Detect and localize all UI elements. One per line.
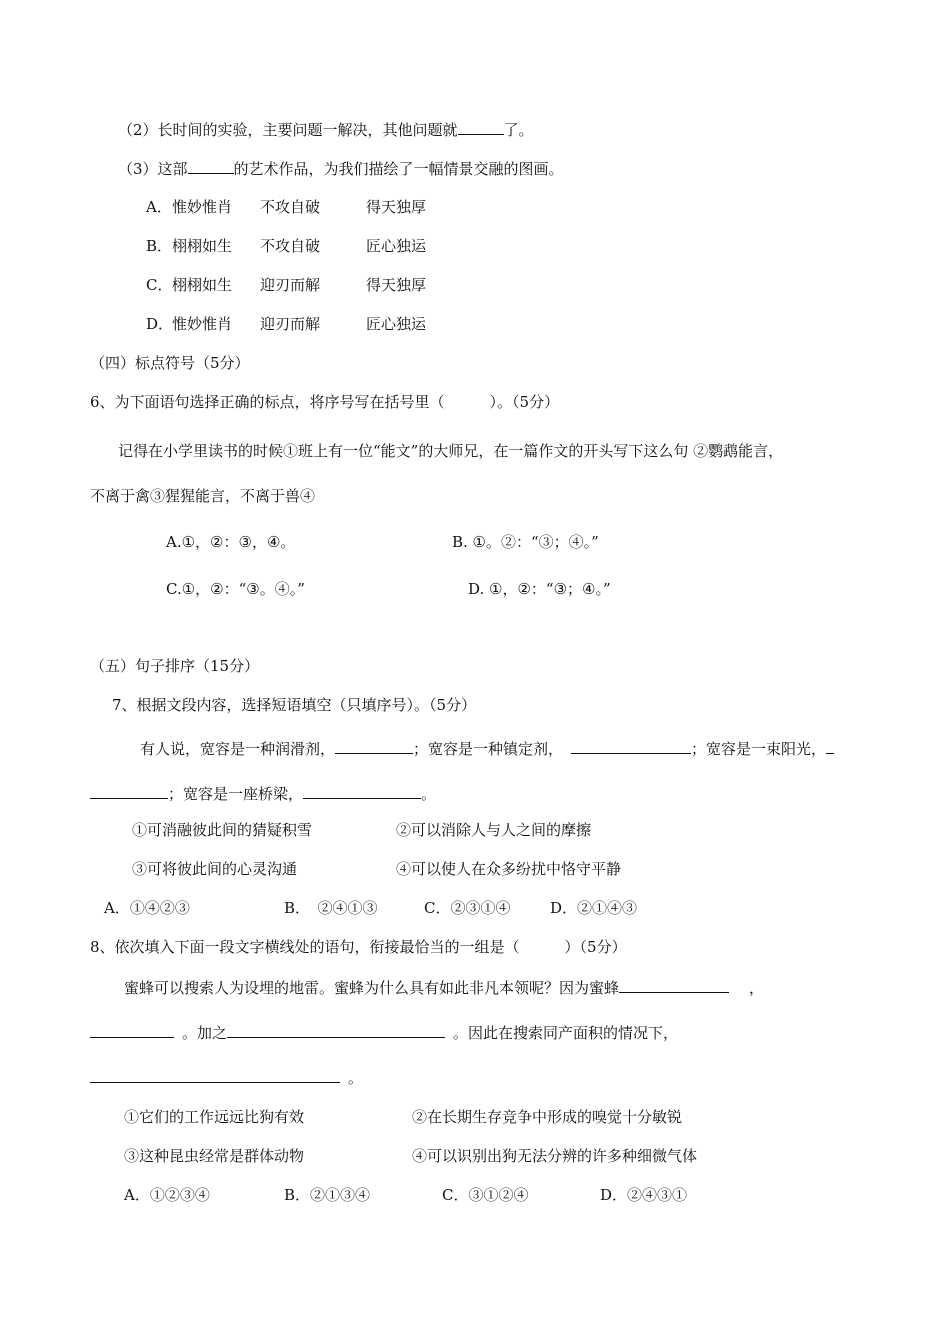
q6-option-b[interactable]: B. ①。②：“③；④。” [452,533,599,551]
q6-passage-line-2: 不离于禽③猩猩能言，不离于兽④ [90,487,316,505]
q5-item-2: （2）长时间的实验，主要问题一解决，其他问题就 了。 [118,118,534,141]
q8-option-a[interactable]: A．①②③④ [124,1186,210,1204]
section-4-title: （四）标点符号（5分） [90,354,250,372]
q7-blank-3[interactable] [90,782,168,799]
q6-option-c[interactable]: C.①，②：“③。④。” [166,580,305,598]
q8-blank-1[interactable] [619,976,729,993]
q7-blank-3-start[interactable] [826,737,834,754]
q8-blank-3[interactable] [227,1021,445,1038]
q7-phrase-1: ①可消融彼此间的猜疑积雪 [132,821,313,839]
q7-blank-2[interactable] [571,737,691,754]
q8-option-b[interactable]: B．②①③④ [284,1186,371,1204]
q7-option-b[interactable]: B． ②④①③ [284,899,378,917]
q7-passage-line-1: 有人说，宽容是一种润滑剂， ；宽容是一种镇定剂， ；宽容是一束阳光， [140,737,834,760]
q7-option-d[interactable]: D．②①④③ [550,899,638,917]
q8-phrase-2: ②在长期生存竞争中形成的嗅觉十分敏锐 [412,1108,683,1126]
q6-passage-line-1: 记得在小学里读书的时候①班上有一位“能文”的大师兄，在一篇作文的开头写下这么句 ②鹦鹉能言， [118,442,784,460]
q8-passage-line-1: 蜜蜂可以搜索人为设埋的地雷。蜜蜂为什么具有如此非凡本领呢？因为蜜蜂 ， [124,976,764,999]
q8-option-d[interactable]: D．②④③① [600,1186,688,1204]
blank-3[interactable] [188,157,234,174]
blank-2[interactable] [458,118,504,135]
q8-stem: 8、依次填入下面一段文字横线处的语句，衔接最恰当的一组是（ ）（5分） [90,938,627,956]
q8-blank-4[interactable] [90,1066,340,1083]
q8-passage-line-3: 。 [90,1066,363,1089]
q8-blank-2[interactable] [90,1021,174,1038]
q7-blank-1[interactable] [335,737,413,754]
q6-stem: 6、为下面语句选择正确的标点，将序号写在括号里（ ）。（5分） [90,393,560,411]
q7-phrase-3: ③可将彼此间的心灵沟通 [132,860,298,878]
q7-blank-4[interactable] [303,782,421,799]
q8-phrase-1: ①它们的工作远远比狗有效 [124,1108,305,1126]
q6-option-a[interactable]: A.①，②：③，④。 [166,533,296,551]
q7-option-c[interactable]: C．②③①④ [424,899,511,917]
q8-phrase-4: ④可以识别出狗无法分辨的许多种细微气体 [412,1147,698,1165]
q8-phrase-3: ③这种昆虫经常是群体动物 [124,1147,305,1165]
q7-passage-line-2: ；宽容是一座桥梁， 。 [90,782,436,805]
q7-option-a[interactable]: A．①④②③ [104,899,190,917]
q7-phrase-2: ②可以消除人与人之间的摩擦 [396,821,592,839]
section-5-title: （五）句子排序（15分） [90,657,260,675]
q8-option-c[interactable]: C．③①②④ [442,1186,529,1204]
q8-passage-line-2: 。加之 。因此在搜索同产面积的情况下， [90,1021,678,1044]
q7-stem: 7、根据文段内容，选择短语填空（只填序号）。（5分） [112,696,477,714]
q7-phrase-4: ④可以使人在众多纷扰中恪守平静 [396,860,622,878]
q5-item-3: （3）这部 的艺术作品，为我们描绘了一幅情景交融的图画。 [118,157,564,180]
q6-option-d[interactable]: D. ①，②：“③；④。” [468,580,611,598]
